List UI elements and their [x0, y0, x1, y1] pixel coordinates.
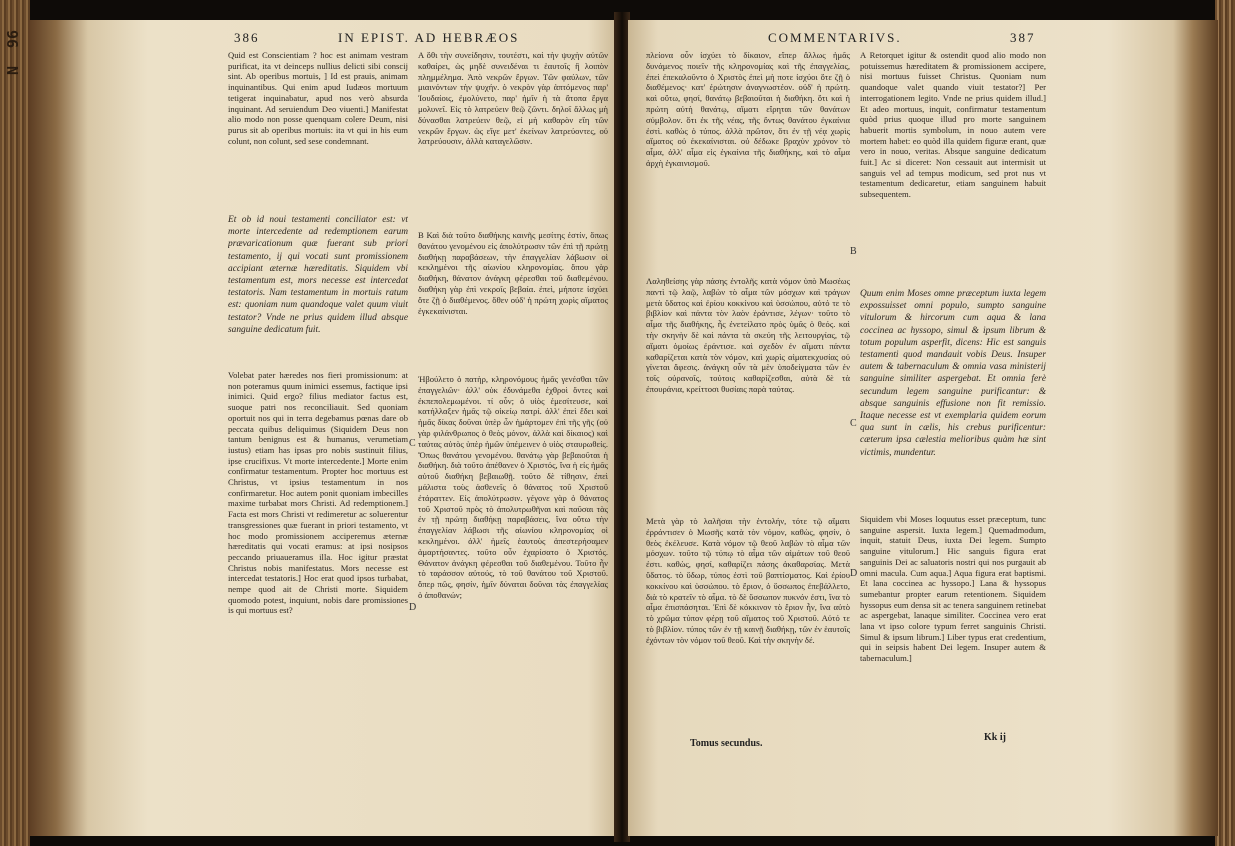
signature-line: Tomus secundus. — [690, 738, 763, 749]
left-page-number: 386 — [234, 30, 260, 45]
book-left-edge — [0, 0, 30, 846]
left-running-head: IN EPIST. AD HEBRÆOS — [338, 30, 520, 45]
left-edge-tab-1: 96 — [4, 30, 22, 49]
left-greek-block-1: Α ὅθι τὴν συνείδησιν, τουτέστι, καὶ τὴν ψυχὴν αὐτῶν καθαίρει, ὡς μηδὲ συνειδέναι τι ἑαυτοῖς ἢ λοιπὸν πλημμέλημα. Ἀπὸ νεκρῶν ἔργων. Τῶν φαύλων, τῶν μιαινόντων τὴν ψυχήν. ὁ νεκρὸν γὰρ ἁπτόμενος παρ' Ἰουδαίοις, ἐμολύνετο, παρ' ἡμῖν ἡ τὰ ἄτοπα ἔργα μολυνεῖ. Εἰς τὸ λατρεύειν θεῷ ζῶντι. δηλοῖ ἄλλως μὴ δύνασθαι λατρεύειν θεῷ, εἰ μὴ καθαρὸν εἴη τῶν νεκρῶν ἔργων. ὡς εἴγε μετ' ἐκείνων λατρεύοντες, οὐ λατρεύουσιν, ἀλλὰ καταγελῶσιν. — [418, 50, 608, 147]
left-latin-block-2: Volebat pater hæredes nos fieri promissionum: at non poteramus quum inimici essemus, factique ipsi inimici. Quid ergo? filius mediator factus est, suoque patri nos reconciliauit. Sed quoniam oportuit nos qui in terra degebamus pœnas dare ob peccata quibus deliquimus (Siquidem Deus non tantum benignus est & humanus, verumetiam iustus) etiam has ipsas pro nobis sustinuit filius, ipse crucifixus. Vt morte intercedente.] Morte enim confirmatur testamentum. Propter hoc mortuus est Christus, vt ipsius testamentum in nos confirmaretur. Hoc autem ponit quoniam imbecilles maxime turbabat mors Christi. Ad redemptionem.] Facta est mors Christi vt redimeretur ac soluerentur transgressiones quæ fuerant in priori testamento, vt hoc modo promissionem acciperemus æternæ hæreditatis qui vocati eramus: at ipsi nosipsos peccando priuaueramus illa. Hoc igitur præstat Christus nobis manifestatus. Mors necesse est intercedat testatoris.] Hoc erat quod ipsos turbabat, nempe quod ait de Christi morte. Siquidem quomodo potest, inquiunt, nobis dare promissiones is qui mortuus est? — [228, 370, 408, 616]
left-margin-letter-d: D — [409, 602, 417, 613]
right-margin-letter-b: B — [850, 246, 857, 257]
right-greek-block-2: Λαληθείσης γὰρ πάσης ἐντολῆς κατὰ νόμον ὑπὸ Μωσέως παντὶ τῷ λαῷ, λαβὼν τὸ αἷμα τῶν μόσχων καὶ τράγων μετὰ ὕδατος καὶ ἐρίου κοκκίνου καὶ ὑσσώπου, αὐτό τε τὸ βιβλίον καὶ πάντα τὸν λαὸν ἐράντισε, λέγων· τοῦτο τὸ αἷμα τῆς διαθήκης, ἧς ἐνετείλατο πρὸς ὑμᾶς ὁ θεός. καὶ τὴν σκηνὴν δὲ καὶ πάντα τὰ σκεύη τῆς λειτουργίας, τῷ αἵματι ὁμοίως ἐράντισε. καὶ σχεδὸν ἐν αἵματι πάντα καθαρίζεται κατὰ τὸν νόμον, καὶ χωρὶς αἱματεκχυσίας οὐ γίνεται ἄφεσις. ἀνάγκη οὖν τὰ μὲν ὑποδείγματα τῶν ἐν τοῖς οὐρανοῖς, τούτοις καθαρίζεσθαι, αὐτὰ δὲ τὰ ἐπουράνια, κρείττοσι θυσίαις παρὰ ταύτας. — [646, 276, 850, 394]
right-margin-letter-d: D — [850, 568, 858, 579]
right-latin-block-1: Α Retorquet igitur & ostendit quod alio modo non potuissemus hæreditatem & promissionem accipere, nisi mortuus fuisset Christus. Quoniam num quandoque valet quando viuit testator?] Per interrogationem legito. Vnde ne prius quidem illud.] Et adeo mortuus, inquit, confirmatur testamentum quòd prius quoque illud pro morte sanguinem habuerit mortis symbolum, in nouo autem vere mortem habet: eo quòd illa quidem figuræ erant, quæ vero in nouo, veritas. Absque sanguine dedicatum fuit.] Ac si diceret: Non cessauit aut intermisit ut sanguis vel ad tempus modicum, sed prot nus vt testamentum dedicaretur, etiam sanguinem habuit subsequentem. — [860, 50, 1046, 200]
right-page-number: 387 — [1010, 30, 1036, 45]
right-latin-block-2: Siquidem vbi Moses loquutus esset præceptum, tunc sanguine aspersit. Iuxta legem.] Quemadmodum, inquit, statuit Deus, iuxta Dei legem. Sumpto sanguine vitulorum.] Hic sanguis figura erat sanguinis Dei ac saluatoris nostri qui nos purgauit ab omni macula. Cum aqua.] Aqua figura erat baptismi. Et lana coccinea ac hyssopo.] Lana & hyssopus sumebantur propter earum retentionem. Siquidem hyssopus eum densa sit ac tenera sanguinem retinebat ac aspergebat, lanaque similiter. Coccinea vero erat lana vt ipso colore typum ferret sanguinis Christi. Simul & ipsum librum.] Liber typus erat credentium, qui in seipsis habent Dei legem. Insuper autem & tabernaculum.] — [860, 514, 1046, 664]
right-margin-letter-c: C — [850, 418, 857, 429]
left-edge-tab-2: N — [4, 66, 22, 76]
right-scripture-italic: Quum enim Moses omne præceptum iuxta legem expossuisset omni populo, sumpto sanguine vitulorum & hircorum cum aqua & lana coccinea ac hyssopo, simul & ipsum librum & totum populum asperfit, dicens: Hic est sanguis testamenti quod mandauit vobis Deus. Insuper autem & tabernaculum & omnia vasa ministerij sanguine similiter aspergebat. Et omnia ferè secundum legem sanguine purificantur: & absque sanguinis effusione non fit remissio. Itaque necesse est vt exemplaria quidem eorum qua sunt in cælis, his crebus purificentur: cæterum ipsa cælestia melioribus quàm hæ sint victimis, mundentur. — [860, 289, 1046, 458]
left-greek-block-2: Β Καὶ διὰ τοῦτο διαθήκης καινῆς μεσίτης ἐστίν, ὅπως θανάτου γενομένου εἰς ἀπολύτρωσιν τῶν ἐπὶ τῇ πρώτῃ διαθήκῃ παραβάσεων, τὴν ἐπαγγελίαν λάβωσιν οἱ κεκλημένοι τῆς αἰωνίου κληρονομίας. ὅπου γὰρ διαθήκη, θάνατον ἀνάγκη φέρεσθαι τοῦ διαθεμένου. διαθήκη γὰρ ἐπὶ νεκροῖς βεβαία. ἐπεὶ, μήποτε ἰσχύει ὅτε ζῇ ὁ διαθέμενος. ὅθεν οὐδ' ἡ πρώτη χωρὶς αἵματος ἐγκεκαίνισται. — [418, 230, 608, 316]
right-running-head: COMMENTARIVS. — [768, 30, 902, 45]
left-latin-block-1: Quid est Conscientiam ? hoc est animam vestram purificat, ita vt deinceps nullius delicti sibi conscij sint. Ab operibus mortuis, ] Id est prauis, animam inquinantibus. Qui enim apud Iudæos mortuum tetigerat inquinabatur, apud nos verò absurda inquinant. Ad seruiendum Deo viuenti.] Manifestat alio modo non posse quenquam colere Deum, nisi purus sit ab operibus mortuis: ita vt qui in his eum colunt, non colunt, sed sese condemnant. — [228, 50, 408, 146]
left-scripture-italic: Et ob id noui testamenti conciliator est: vt morte intercedente ad redemptionem earum prævaricationum quæ fuerant sub priori testamento, ij qui vocati sunt promissionem accipiant æternæ hæreditatis. Siquidem vbi testamentum est, mors necesse est intercedat testatoris. Nam testamentum in mortuis ratum est: quoniam num quandoque valet quum viuit testator? Vnde ne prius quidem illud absque sanguine dedicatum fuit. — [228, 215, 408, 335]
left-margin-letter-c: C — [409, 438, 416, 449]
right-greek-block-1: πλείονα οὖν ἰσχύει τὸ δίκαιον, εἴπερ ἄλλως ἡμᾶς δυνάμενος ποιεῖν τῆς κληρονομίας καὶ τῆς ἐπαγγελίας, ἐπεὶ ἐπεκαλοῦντο ὁ Χριστὸς ἐπεὶ μὴ ποτε ἰσχύοι ὅτε ζῇ ὁ διαθέμενος· κατ' ἐρώτησιν ἀναγνωστέον. οὐδ' ἡ πρώτη. καὶ οὕτω, φησί, θανάτῳ βεβαιοῦται ἡ διαθήκη. ὅτι καὶ ἡ πρώτη αὐτὴ θανάτῳ, αἵματι εἴρηται τῶν θανάτων σύμβολον. ὅτι ἐκ τῆς νέας, τῆς ὄντως θανάτου ἐγκαίνια ἐστὶ. καθὼς ὁ τύπος. ἀλλὰ πρῶτον, ὅτι ἐν τῇ νέᾳ χωρὶς αἵματος οὐ ἐκεκαίνισται. οὐ δέδωκε βραχὺν χρόνον τὸ αἷμα, ἀλλ' αἷμα εἰς ἐγκαίνια τῆς διαθήκης, καὶ τὸ αἷμα ἀρχὴ ἐγκαινισμοῦ. — [646, 50, 850, 168]
left-greek-block-3: Ἠβούλετο ὁ πατὴρ, κληρονόμους ἡμᾶς γενέσθαι τῶν ἐπαγγελιῶν· ἀλλ' οὐκ ἐδυνάμεθα ἐχθροὶ ὄντες καὶ ἐκπεπολεμωμένοι. τί οὖν; ὁ υἱὸς ἐμεσίτευσε, καὶ κατήλλαξεν ἡμᾶς τῷ οἰκείῳ πατρί. ἀλλ' ἐπεὶ ἔδει καὶ ἡμᾶς δίκας δοῦναι ὑπὲρ ὧν ἡμάρτομεν ἐπὶ τῆς γῆς (οὐ γὰρ φιλάνθρωπος ὁ θεὸς μόνον, ἀλλὰ καὶ δίκαιος) καὶ ταύτας αὐτὸς ὑπὲρ ἡμῶν ὑπέμεινεν ὁ υἱὸς σταυρωθείς. Ὅπως θανάτου γενομένου. θανάτῳ γὰρ βεβαιοῦται ἡ διαθήκη. διὰ τοῦτο ἀπέθανεν ὁ Χριστός, ἵνα ἡ εἰς ἡμᾶς αὐτοῦ διαθήκη βεβαιωθῇ. τοῦτο δὲ τίθησιν, ἐπεὶ μάλιστα τοὺς ἀσθενεῖς ὁ θάνατος τοῦ Χριστοῦ ἐτάραττεν. Εἰς ἀπολύτρωσιν. γέγονε γὰρ ὁ θάνατος τοῦ Χριστοῦ πρὸς τὸ ἀπολυτρωθῆναι καὶ παῦσαι τὰς ἐν τῇ πρώτῃ διαθήκῃ παραβάσεις, ἵνα οὕτω τὴν ἐπαγγελίαν λάβωσι τῆς αἰωνίου κληρονομίας οἱ κεκλημένοι. ἀλλ' ἡμεῖς ἑαυτοὺς ἀπεστερήσαμεν ἁμαρτήσαντες. τοῦτο οὖν ἐχαρίσατο ὁ Χριστός. Θάνατον ἀνάγκη φέρεσθαι τοῦ διαθεμένου. Τοῦτο ἦν τὸ ταράσσον αὐτούς, τὸ τοῦ θανάτου τοῦ Χριστοῦ. ὅπερ πῶς, φησίν, ἡμῖν δύναται δοῦναι τὰς ἐπαγγελίας ὁ ἀποθανών; — [418, 374, 608, 600]
book-right-edge — [1215, 0, 1235, 846]
catchword: Kk ij — [984, 732, 1006, 743]
right-greek-block-3: Μετὰ γὰρ τὸ λαλῆσαι τὴν ἐντολήν, τότε τῷ αἵματι ἐρράντισεν ὁ Μωσῆς κατὰ τὸν νόμον, καθὼς, φησίν, ὁ θεὸς ἐκέλευσε. Κατὰ νόμον τῷ θεοῦ λαβὼν τὸ αἷμα τῶν μόσχων. τοῦτο τῷ τύπῳ τὸ αἷμα τῶν αἱμάτων τοῦ θεοῦ ἐστι. καθὼς, φησί, καθαρίζει πάσης ἀκαθαρσίας. Μετὰ ὕδατος. τὸ ὕδωρ, τύπος ἐστὶ τοῦ βαπτίσματος. Καὶ ἐρίου κοκκίνου καὶ ὑσσώπου. τὸ ἔριον, ὁ ὕσσωπος ἐπεβάλλετο, διὰ τὸ κρατεῖν τὸ αἷμα. τὸ δὲ ὕσσωπον πυκνόν ἐστι, ἵνα τὸ αἷμα ἐπισπάσηται. Ἐπὶ δὲ κόκκινον τὸ ἔριον ἦν, ἵνα αὐτὸ τὸ χρῶμα τύπον φέρῃ τοῦ αἵματος τοῦ Χριστοῦ. Αὐτό τε τὸ βιβλίον. τύπος τῶν ἐν τῇ καινῇ διαθήκῃ, τῶν ἐν ἑαυτοῖς ἐχόντων τὸν νόμον τοῦ θεοῦ. Καὶ τὴν σκηνὴν δέ. — [646, 516, 850, 645]
right-page — [628, 20, 1218, 836]
left-page — [28, 20, 616, 836]
